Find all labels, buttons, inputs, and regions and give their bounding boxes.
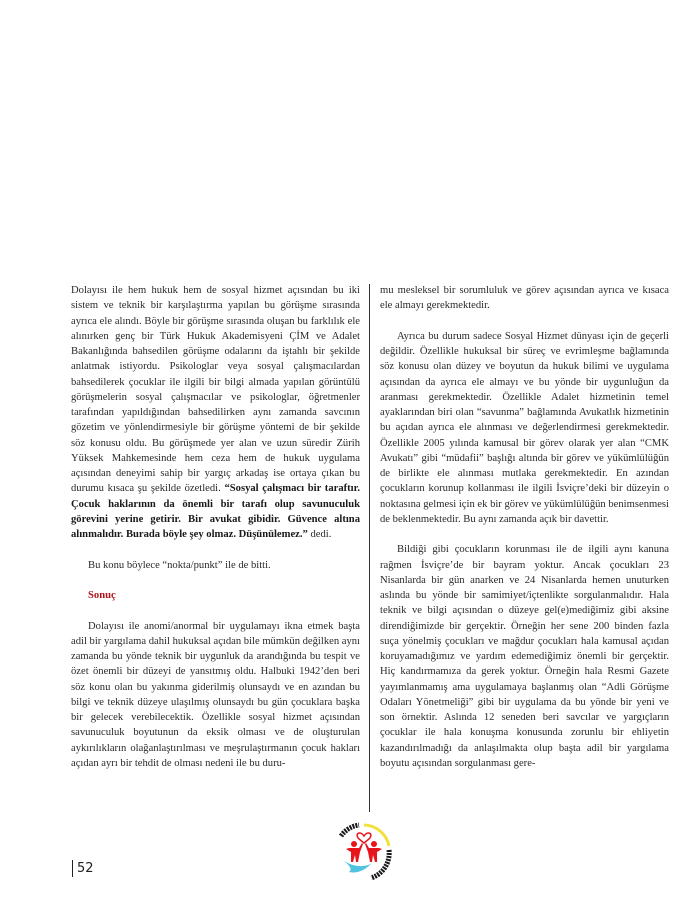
paragraph: Bildiği gibi çocukların korunması ile de ilgili aynı kanuna rağmen İsviçre’de bir bayram yoktur. Ancak çocukları 23 Nisanlarda bir gün anarken ve 24 Nisanlarda hemen unuturken aslında bu yönde bir samimiyet/içtenlikte sorgulanmalıdır. Hala teknik ve bilgi açısından o düzeye gel(e)mediğimiz gibi aksine direndiğimizde bir gerçektir. Örneğin her sene 200 binden fazla suça yönelmiş çocukları ve mağdur çocukları hala kamusal açıdan koruyamadığımız ve yardım edemediğimiz önemli bir gerçektir. Hiç kandırmamıza da gerek yoktur. Örneğin hala Resmi Gazete yayımlanmamış ama uygulamaya başlanmış olan “Adli Görüşme Odaları Yönetmeliği” gibi bir uygulama da bu yönde bir yeni ve son örnektir. Aslında 12 seneden beri savcılar ve yargıçların çocuklar ile hala konuşma konusunda zorunlu bir ehliyetin kazandırılmadığı da anlaşılmakta olup başta adil bir yargılama boyutu açısından sorgulanması gere- <box>380 544 669 769</box>
page-number: 52 <box>72 860 94 877</box>
left-column <box>71 283 360 771</box>
paragraph-text: dedi. <box>307 529 332 540</box>
right-column <box>380 283 669 771</box>
paragraph: Bu konu böylece “nokta/punkt” ile de bitti. <box>88 559 271 571</box>
paragraph: Dolayısı ile anomi/anormal bir uygulamayı ikna etmek başta adil bir yargılama dahil hukuksal açıdan bile mümkün değilken aynı zamanda bu yönde teknik bir uygunluk da arandığında bu tespit ve özet önemli bir düzeyi de yansıtmış oldu. Halbuki 1942’den beri söz konu olan bu yakınma giderilmiş olunsaydı ve en azından bu bilgi ve teknik düzeye ulaşılmış olunsaydı bu gün çocuklara başka bir gelecek verebilecektik. Özellikle sosyal hizmet açısından savunuculuk boyutunun da eksik olması ve de oluşturulan aykırılıkların olağanlaştırılması ve meşrulaştırmanın çocuk hakları açıdan ayrı bir tehdit de olması nedeni ile bu duru- <box>71 620 361 769</box>
paragraph: mu mesleksel bir sorumluluk ve görev açısından ayrıca ve kısaca ele almayı gerekmektedir. <box>380 285 669 312</box>
paragraph <box>71 283 360 542</box>
children-rights-logo-icon <box>335 822 393 882</box>
judge-quote: “Sosyal çalışmacı bir taraftır. Çocuk haklarının da önemli bir tarafı olup savunuculuk görevini yerine getirir. Bir avukat gibidir. Güvence altına alınmalıdır. Burada böyle şey olmaz. Düşünülemez.” <box>71 483 360 540</box>
column-divider <box>369 284 370 812</box>
paragraph: Ayrıca bu durum sadece Sosyal Hizmet dünyası için de geçerli değildir. Özellikle hukuksal bir süreç ve evrimleşme bağlamında söz konusu olan düzey ve boyutun da hukuk bilimi ve uygulama açısından da ayrıca ele almayı ve bu yönde bir uygunluğun da aranması gerekmektedir. Özellikle Adalet hizmetinin temel ayaklarından biri olan “savunma” bağlamında Avukatlık hizmetinin bu açıdan ayrıca ele alınması ve değerlendirmesi gerekmektedir. Özellikle 2005 yılında kamusal bir görev olarak yer alan “CMK Avukatı” gibi “müdafii” başlığı altında bir görev ve yükümlülüğün de birlikte ele alınması mutlaka gerekmektedir. En azından çocukların korunup kollanması ile ilgili İsviçre’deki bir düzeyin o noktasına gelmesi için ek bir görev ve yükümlülüğün benimsenmesi de beklenmektedir. Bu aynı zamanda açık bir davettir. <box>380 330 669 525</box>
section-heading: Sonuç <box>88 590 116 601</box>
paragraph-text: Dolayısı ile hem hukuk hem de sosyal hizmet açısından bu iki sistem ve teknik bir karşılaştırma yapılan bu görüşme sırasında ayrıca ele alındı. Böyle bir görüşme sırasında oluşan bu farklılık ele alınırken genç bir Türk Hukuk Akademisyeni ÇİM ve Adalet Bakanlığında bahsedilen görüşme odalarını da iştahlı bir şekilde anlatmak istiyordu. Psikologlar veya sosyal çalışmacılardan bahsedilerek çocuklar ile ilgili bir bilgi almada yapılan görüntülü görüşmelerin sosyal çalışmacılar ve psikologlar, öğretmenler tarafından yapıldığından bahsedilirken aynı zamanda savcının gözetim ve yönlendirmesiyle bir görüşme yöntemi de bir şekilde söz konusu oldu. Bu görüşmede yer alan ve uzun süredir Zürih Yüksek Mahkemesinde hem ceza hem de hukuk uygulama açısından deneyimi sahip bir yargıç arkadaş ise ortaya çıkan bu durumu kısaca şu şekilde özetledi. <box>71 285 360 495</box>
